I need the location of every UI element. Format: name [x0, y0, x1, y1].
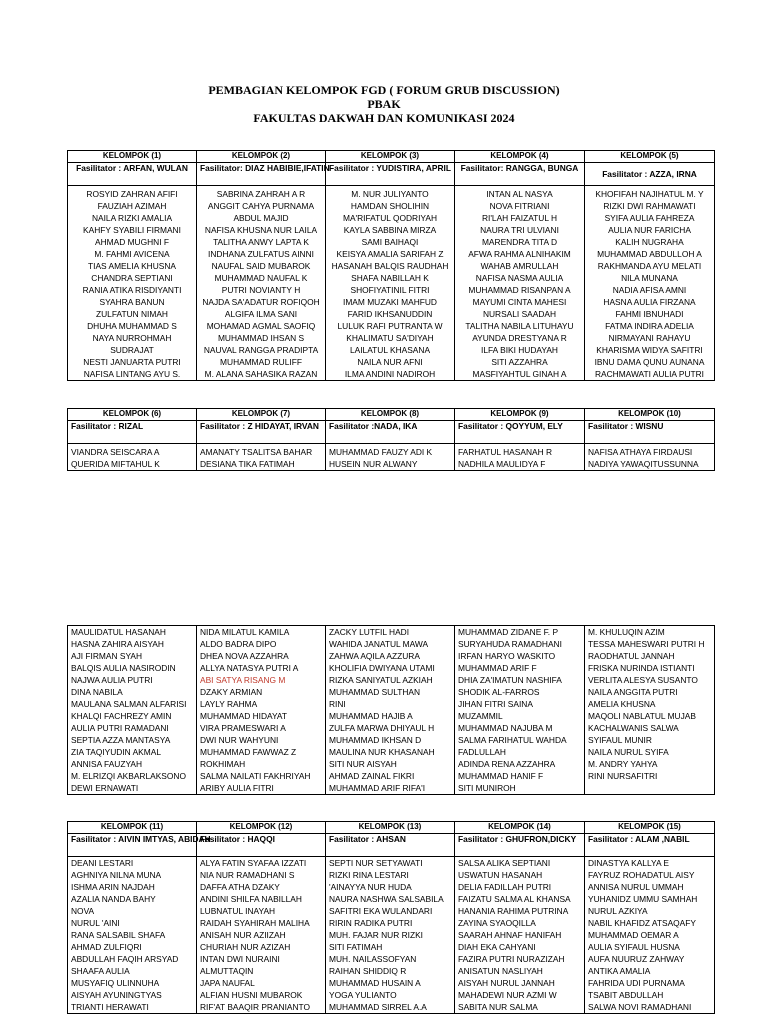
member-name: M. ALANA SAHASIKA RAZAN — [204, 369, 318, 379]
member-name: FAZIRA PUTRI NURAZIZAH — [458, 954, 565, 964]
member-name: MUH. NAILASSOFYAN — [329, 954, 417, 964]
member-name: VIANDRA SEISCARA A — [71, 447, 160, 457]
member-name: MUHAMMAD SIRREL A.A — [329, 1002, 427, 1012]
group-title: KELOMPOK (7) — [197, 409, 326, 421]
member-name: M. ANDRY YAHYA — [588, 759, 658, 769]
member-name: ANDINI SHILFA NABILLAH — [200, 894, 302, 904]
member-name: 'AINAYYA NUR HUDA — [329, 882, 412, 892]
member-name: ZIA TAQIYUDIN AKMAL — [71, 747, 161, 757]
member-name: AUFA NUURUZ ZAHWAY — [588, 954, 685, 964]
member-name: AGHNIYA NILNA MUNA — [71, 870, 162, 880]
member-name: SURYAHUDA RAMADHANI — [458, 639, 562, 649]
facilitator: Fasilitator : WISNU — [585, 421, 715, 444]
member-name: SHODIK AL-FARROS — [458, 687, 540, 697]
member-name: KEISYA AMALIA SARIFAH Z — [336, 249, 444, 259]
member-name: MUHAMMAD IHSAN S — [217, 333, 305, 343]
member-name: IRFAN HARYO WASKITO — [458, 651, 556, 661]
member-name: FAIZATU SALMA AL KHANSA — [458, 894, 571, 904]
member-list — [197, 857, 326, 1014]
member-name: MUHAMMAD ZIDANE F. P — [458, 627, 559, 637]
member-list — [68, 857, 197, 1014]
member-name: HASANAH BALQIS RAUDHAH — [331, 261, 449, 271]
member-name: RAODHATUL JANNAH — [588, 651, 675, 661]
group-table-2 — [67, 408, 715, 471]
member-name: FAHRIDA UDI PURNAMA — [588, 978, 685, 988]
group-title: KELOMPOK (12) — [197, 822, 326, 834]
member-list — [197, 186, 326, 381]
member-name: KHOFIFAH NAJIHATUL M. Y — [595, 189, 704, 199]
member-name: KALIH NUGRAHA — [615, 237, 684, 247]
member-name: NAUFAL SAID MUBAROK — [211, 261, 311, 271]
member-name: MUHAMMAD HANIF F — [458, 771, 544, 781]
member-name: SITI MUNIROH — [458, 783, 516, 793]
member-name: NADIYA YAWAQITUSSUNNA — [588, 459, 699, 469]
member-name: AJI FIRMAN SYAH — [71, 651, 143, 661]
member-name: NABIL KHAFIDZ ATSAQAFY — [588, 918, 696, 928]
page-title-line2: PBAK — [367, 97, 401, 111]
facilitator: Fasilitator : HAQQI — [197, 834, 326, 857]
member-name: ABI SATYA RISANG M — [200, 675, 286, 685]
member-name: MUHAMMAD ARIF F — [458, 663, 537, 673]
member-name: TESSA MAHESWARI PUTRI H — [588, 639, 705, 649]
group-title: KELOMPOK (8) — [326, 409, 455, 421]
group-title: KELOMPOK (3) — [326, 151, 455, 163]
member-name: NADIA AFISA AMNI — [612, 285, 687, 295]
member-name: FAHMI IBNUHADI — [615, 309, 684, 319]
member-name: SHAAFA AULIA — [71, 966, 130, 976]
member-name: FARHATUL HASANAH R — [458, 447, 552, 457]
member-name: ILFA BIKI HUDAYAH — [481, 345, 558, 355]
member-name: MUHAMMAD SULTHAN — [329, 687, 421, 697]
member-name: DINA NABILA — [71, 687, 123, 697]
member-name: NURSALI SAADAH — [482, 309, 557, 319]
member-name: SITI FATIMAH — [329, 942, 383, 952]
member-name: SABRINA ZAHRAH A R — [216, 189, 306, 199]
member-name: NURUL 'AINI — [71, 918, 120, 928]
member-name: MUHAMMAD FAUZY ADI K — [329, 447, 433, 457]
member-name: NAUVAL RANGGA PRADIPTA — [203, 345, 319, 355]
member-name: ZACKY LUTFIL HADI — [329, 627, 410, 637]
member-list — [326, 444, 455, 471]
member-name: NAILA ANGGITA PUTRI — [588, 687, 678, 697]
member-name: MAYUMI CINTA MAHESI — [472, 297, 567, 307]
facilitator: Fasilitator : AHSAN — [326, 834, 455, 857]
member-list — [585, 857, 715, 1014]
member-name: MUHAMMAD NAUFAL K — [214, 273, 308, 283]
facilitator: Fasilitator: DIAZ HABIBIE,IFATIN — [197, 163, 326, 186]
member-name: DHIA ZA'IMATUN NASHIFA — [458, 675, 562, 685]
member-name: AMELIA KHUSNA — [588, 699, 656, 709]
member-name: ALDO BADRA DIPO — [200, 639, 277, 649]
group-title: KELOMPOK (1) — [68, 151, 197, 163]
member-name: VERLITA ALESYA SUSANTO — [588, 675, 698, 685]
member-name: SHOFIYATINIL FITRI — [350, 285, 430, 295]
facilitator: Fasilitator : ALAM ,NABIL — [585, 834, 715, 857]
facilitator: Fasilitator : Z HIDAYAT, IRVAN — [197, 421, 326, 444]
member-name: NIA NUR RAMADHANI S — [200, 870, 295, 880]
member-name: LAILATUL KHASANA — [349, 345, 431, 355]
facilitator: Fasilitator : AZZA, IRNA — [585, 163, 715, 186]
member-name: AHMAD ZAINAL FIKRI — [329, 771, 415, 781]
member-name: AYUNDA DRESTYANA R — [472, 333, 567, 343]
member-name: MASFIYAHTUL GINAH A — [472, 369, 567, 379]
member-name: RI'LAH FAIZATUL H — [481, 213, 558, 223]
member-name: FRISKA NURINDA ISTIANTI — [588, 663, 695, 673]
member-name: ABDULLAH FAQIH ARSYAD — [71, 954, 179, 964]
member-name: DHEA NOVA AZZAHRA — [200, 651, 289, 661]
member-name: DIAH EKA CAHYANI — [458, 942, 536, 952]
member-name: HASNA ZAHIRA AISYAH — [71, 639, 164, 649]
member-name: NOVA FITRIANI — [489, 201, 550, 211]
member-name: MUHAMMAD ABDULLOH A — [597, 249, 702, 259]
facilitator: Fasilitator : GHUFRON,DICKY — [455, 834, 585, 857]
group-title: KELOMPOK (10) — [585, 409, 715, 421]
member-list — [585, 186, 715, 381]
member-name: MUHAMMAD NAJUBA M — [458, 723, 553, 733]
facilitator: Fasilitator : AIVIN IMTYAS, ABIDAH — [68, 834, 197, 857]
member-name: FAYRUZ ROHADATUL AISY — [588, 870, 695, 880]
member-name: MAULANA SALMAN ALFARISI — [71, 699, 187, 709]
member-name: AHMAD MUGHNI F — [95, 237, 169, 247]
member-name: SABITA NUR SALMA — [458, 1002, 538, 1012]
member-list — [326, 626, 455, 795]
member-name: SAARAH AHNAF HANIFAH — [458, 930, 562, 940]
member-name: DINASTYA KALLYA E — [588, 858, 669, 868]
member-name: MUZAMMIL — [458, 711, 503, 721]
member-name: M. ELRIZQI AKBARLAKSONO — [71, 771, 186, 781]
member-name: ALFIAN HUSNI MUBAROK — [200, 990, 303, 1000]
member-name: AULIA SYIFAUL HUSNA — [588, 942, 680, 952]
member-name: NADHILA MAULIDYA F — [458, 459, 546, 469]
member-name: KHARISMA WIDYA SAFITRI — [596, 345, 703, 355]
group-table-3 — [67, 821, 715, 1014]
member-name: DHUHA MUHAMMAD S — [87, 321, 177, 331]
member-name: WAHIDA JANATUL MAWA — [329, 639, 429, 649]
member-name: YUHANIDZ UMMU SAMHAH — [588, 894, 698, 904]
member-name: NAJDA SA'ADATUR ROFIQOH — [202, 297, 320, 307]
member-list — [585, 626, 715, 795]
member-name: CHANDRA SEPTIANI — [91, 273, 173, 283]
member-name: RAKHMANDA AYU MELATI — [597, 261, 702, 271]
member-name: INDHANA ZULFATUS AINNI — [208, 249, 314, 259]
member-list — [585, 444, 715, 471]
member-name: ALGIFA ILMA SANI — [224, 309, 298, 319]
member-list — [68, 626, 197, 795]
member-name: TRIANTI HERAWATI — [71, 1002, 149, 1012]
member-list — [455, 444, 585, 471]
member-name: RAIDAH SYAHIRAH MALIHA — [200, 918, 310, 928]
member-name: MUHAMMAD IKHSAN D — [329, 735, 422, 745]
member-name: MUSYAFIQ ULINNUHA — [71, 978, 160, 988]
group-title: KELOMPOK (2) — [197, 151, 326, 163]
member-name: KHALQI FACHREZY AMIN — [71, 711, 172, 721]
page-title-line1: PEMBAGIAN KELOMPOK FGD ( FORUM GRUB DISCUSSION) — [208, 83, 560, 97]
member-name: MUHAMMAD HUSAIN A — [329, 978, 421, 988]
member-name: NAURA NASHWA SALSABILA — [329, 894, 444, 904]
member-list — [197, 626, 326, 795]
member-name: FAUZIAH AZIMAH — [97, 201, 167, 211]
member-list — [68, 444, 197, 471]
member-name: NOVA — [71, 906, 95, 916]
member-name: RIRIN RADIKA PUTRI — [329, 918, 413, 928]
member-name: ANGGIT CAHYA PURNAMA — [207, 201, 315, 211]
member-name: HUSEIN NUR ALWANY — [329, 459, 418, 469]
member-list — [455, 626, 585, 795]
member-name: NAFISA ATHAYA FIRDAUSI — [588, 447, 693, 457]
member-name: INTAN AL NASYA — [486, 189, 553, 199]
member-name: SEPTI NUR SETYAWATI — [329, 858, 423, 868]
member-name: DWI NUR WAHYUNI — [200, 735, 279, 745]
member-name: BALQIS AULIA NASIRODIN — [71, 663, 176, 673]
member-name: ANISAH NUR AZIIZAH — [200, 930, 286, 940]
member-name: FADLULLAH — [458, 747, 506, 757]
member-name: NAURA TRI ULVIANI — [480, 225, 559, 235]
member-name: AISYAH AYUNINGTYAS — [71, 990, 162, 1000]
member-name: ANTIKA AMALIA — [588, 966, 651, 976]
facilitator: Fasilitator : YUDISTIRA, APRIL — [326, 163, 455, 186]
member-name: RIF'AT BAAQIR PRANIANTO — [200, 1002, 311, 1012]
member-name: HASNA AULIA FIRZANA — [603, 297, 696, 307]
member-name: ROKHIMAH — [200, 759, 246, 769]
member-name: INTAN DWI NURAINI — [200, 954, 280, 964]
member-name: VIRA PRAMESWARI A — [200, 723, 286, 733]
member-name: SALMA NAILATI FAKHRIYAH — [200, 771, 311, 781]
member-name: ZULFA MARWA DHIYAUL H — [329, 723, 435, 733]
member-name: DEWI ERNAWATI — [71, 783, 139, 793]
member-name: KAYLA SABBINA MIRZA — [343, 225, 437, 235]
member-name: LAYLY RAHMA — [200, 699, 258, 709]
member-name: KHOLIFIA DWIYANA UTAMI — [329, 663, 435, 673]
member-name: DELIA FADILLAH PUTRI — [458, 882, 552, 892]
member-name: AHMAD ZULFIQRI — [71, 942, 142, 952]
member-name: ISHMA ARIN NAJDAH — [71, 882, 155, 892]
member-name: MARENDRA TITA D — [481, 237, 558, 247]
member-name: MUHAMMAD OEMAR A — [588, 930, 679, 940]
facilitator: Fasilitator : ARFAN, WULAN — [68, 163, 197, 186]
member-name: AULIA NUR FARICHA — [608, 225, 691, 235]
member-name: ROSYID ZAHRAN AFIFI — [86, 189, 178, 199]
facilitator: Fasilitator: RANGGA, BUNGA — [455, 163, 585, 186]
member-name: RINI — [329, 699, 346, 709]
member-name: DZAKY ARMIAN — [200, 687, 263, 697]
member-name: AULIA PUTRI RAMADANI — [71, 723, 169, 733]
group-table-2-continued — [67, 625, 715, 795]
member-name: JIHAN FITRI SAINA — [458, 699, 533, 709]
member-name: DEANI LESTARI — [71, 858, 134, 868]
member-name: RIZKI RINA LESTARI — [329, 870, 409, 880]
member-name: SALWA NOVI RAMADHANI — [588, 1002, 692, 1012]
member-name: ALLYA NATASYA PUTRI A — [200, 663, 299, 673]
member-name: M. FAHMI AVICENA — [94, 249, 170, 259]
member-name: CHURIAH NUR AZIZAH — [200, 942, 291, 952]
member-list — [326, 857, 455, 1014]
member-name: ADINDA RENA AZZAHRA — [458, 759, 556, 769]
member-name: IBNU DAMA QUNU AUNANA — [594, 357, 705, 367]
member-name: NAILA NURUL SYIFA — [588, 747, 669, 757]
member-name: MUHAMMAD FAWWAZ Z — [200, 747, 297, 757]
member-name: PUTRI NOVIANTY H — [221, 285, 301, 295]
member-name: NILA MUNANA — [621, 273, 678, 283]
member-name: FARID IKHSANUDDIN — [347, 309, 433, 319]
member-name: NIRMAYANI RAHAYU — [608, 333, 691, 343]
member-name: DAFFA ATHA DZAKY — [200, 882, 280, 892]
member-name: SEPTIA AZZA MANTASYA — [71, 735, 171, 745]
member-name: MAULINA NUR KHASANAH — [329, 747, 435, 757]
member-name: LULUK RAFI PUTRANTA W — [337, 321, 443, 331]
member-name: NAILA RIZKI AMALIA — [91, 213, 173, 223]
facilitator: Fasilitator : RIZAL — [68, 421, 197, 444]
group-table-1 — [67, 150, 715, 381]
member-name: NAFISA LINTANG AYU S. — [83, 369, 181, 379]
member-name: NAILA NUR AFNI — [357, 357, 423, 367]
member-name: TALITHA NABILA LITUHAYU — [465, 321, 574, 331]
member-name: AMANATY TSALITSA BAHAR — [200, 447, 313, 457]
member-list — [197, 444, 326, 471]
member-name: ILMA ANDINI NADIROH — [344, 369, 436, 379]
member-name: AZALIA NANDA BAHY — [71, 894, 156, 904]
member-name: RIZKA SANIYATUL AZKIAH — [329, 675, 433, 685]
member-name: M. KHULUQIN AZIM — [588, 627, 665, 637]
member-name: ZULFATUN NIMAH — [96, 309, 168, 319]
member-name: ZAYINA SYAOQILLA — [458, 918, 536, 928]
member-list — [455, 857, 585, 1014]
member-name: SITI AZZAHRA — [491, 357, 548, 367]
member-name: NAYA NURROHMAH — [92, 333, 172, 343]
group-title: KELOMPOK (9) — [455, 409, 585, 421]
member-name: KHALIMATU SA'DIYAH — [346, 333, 434, 343]
member-name: NAJWA AULIA PUTRI — [71, 675, 153, 685]
member-name: HANANIA RAHIMA PUTRINA — [458, 906, 569, 916]
member-name: SYIFAUL MUNIR — [588, 735, 652, 745]
member-name: NAFISA NASMA AULIA — [475, 273, 564, 283]
member-name: MAHADEWI NUR AZMI W — [458, 990, 557, 1000]
member-name: SYAHRA BANUN — [99, 297, 165, 307]
member-name: MUHAMMAD HAJIB A — [329, 711, 413, 721]
member-name: MUHAMMAD ARIF RIFA'I — [329, 783, 426, 793]
group-title: KELOMPOK (4) — [455, 151, 585, 163]
member-name: SAFITRI EKA WULANDARI — [329, 906, 433, 916]
facilitator: Fasilitator :NADA, IKA — [326, 421, 455, 444]
member-name: SYIFA AULIA FAHREZA — [604, 213, 695, 223]
member-name: TALITHA ANWY LAPTA K — [213, 237, 309, 247]
member-name: RANIA ATIKA RISDIYANTI — [82, 285, 182, 295]
member-name: KAHFY SYABILI FIRMANI — [83, 225, 181, 235]
member-name: NURUL AZKIYA — [588, 906, 648, 916]
member-name: ANNISA FAUZYAH — [71, 759, 143, 769]
member-name: MOHAMAD AGMAL SAOFIQ — [206, 321, 316, 331]
member-name: JAPA NAUFAL — [200, 978, 255, 988]
group-title: KELOMPOK (15) — [585, 822, 715, 834]
member-name: ANISATUN NASLIYAH — [458, 966, 543, 976]
group-title: KELOMPOK (6) — [68, 409, 197, 421]
member-name: RAIHAN SHIDDIQ R — [329, 966, 407, 976]
group-title: KELOMPOK (5) — [585, 151, 715, 163]
member-name: RIZKI DWI RAHMAWATI — [603, 201, 696, 211]
member-name: RINI NURSAFITRI — [588, 771, 658, 781]
member-name: M. NUR JULIYANTO — [351, 189, 429, 199]
member-name: RACHMAWATI AULIA PUTRI — [594, 369, 705, 379]
facilitator: Fasilitator : QOYYUM, ELY — [455, 421, 585, 444]
member-list — [326, 186, 455, 381]
member-name: KACHALWANIS SALWA — [588, 723, 679, 733]
member-name: TSABIT ABDULLAH — [588, 990, 664, 1000]
member-name: SHAFA NABILLAH K — [351, 273, 429, 283]
member-name: MA'RIFATUL QODRIYAH — [342, 213, 438, 223]
member-name: MUHAMMAD HIDAYAT — [200, 711, 288, 721]
member-name: SALSA ALIKA SEPTIANI — [458, 858, 551, 868]
member-name: WAHAB AMRULLAH — [480, 261, 559, 271]
member-name: MAQOLI NABLATUL MUJAB — [588, 711, 696, 721]
member-name: SUDRAJAT — [110, 345, 154, 355]
member-name: NESTI JANUARTA PUTRI — [83, 357, 181, 367]
member-name: HAMDAN SHOLIHIN — [350, 201, 430, 211]
page-title-line3: FAKULTAS DAKWAH DAN KOMUNIKASI 2024 — [253, 111, 515, 125]
member-name: MUHAMMAD RISANPAN A — [468, 285, 571, 295]
member-list — [455, 186, 585, 381]
member-name: ANNISA NURUL UMMAH — [588, 882, 684, 892]
member-name: SALMA FARIHATUL WAHDA — [458, 735, 567, 745]
group-title: KELOMPOK (13) — [326, 822, 455, 834]
group-title: KELOMPOK (11) — [68, 822, 197, 834]
group-title: KELOMPOK (14) — [455, 822, 585, 834]
member-name: DESIANA TIKA FATIMAH — [200, 459, 295, 469]
member-name: YOGA YULIANTO — [329, 990, 397, 1000]
member-name: USWATUN HASANAH — [458, 870, 543, 880]
member-name: ALYA FATIN SYAFAA IZZATI — [200, 858, 307, 868]
member-name: NAFISA KHUSNA NUR LAILA — [204, 225, 318, 235]
member-name: TIAS AMELIA KHUSNA — [88, 261, 176, 271]
member-name: MUHAMMAD RULIFF — [220, 357, 302, 367]
member-name: QUERIDA MIFTAHUL K — [71, 459, 160, 469]
member-name: FATMA INDIRA ADELIA — [605, 321, 694, 331]
member-name: IMAM MUZAKI MAHFUD — [343, 297, 437, 307]
member-name: AFWA RAHMA ALNIHAKIM — [468, 249, 571, 259]
member-name: ABDUL MAJID — [233, 213, 289, 223]
member-name: RANA SALSABIL SHAFA — [71, 930, 166, 940]
member-name: LUBNATUL INAYAH — [200, 906, 276, 916]
member-name: AISYAH NURUL JANNAH — [458, 978, 555, 988]
member-list — [68, 186, 197, 381]
member-name: ALMUTTAQIN — [200, 966, 254, 976]
member-name: SAMI BAIHAQI — [361, 237, 419, 247]
member-name: SITI NUR AISYAH — [329, 759, 397, 769]
member-name: MUH. FAJAR NUR RIZKI — [329, 930, 423, 940]
member-name: ZAHWA AQILA AZZURA — [329, 651, 420, 661]
member-name: ARIBY AULIA FITRI — [200, 783, 274, 793]
member-name: MAULIDATUL HASANAH — [71, 627, 166, 637]
member-name: NIDA MILATUL KAMILA — [200, 627, 290, 637]
